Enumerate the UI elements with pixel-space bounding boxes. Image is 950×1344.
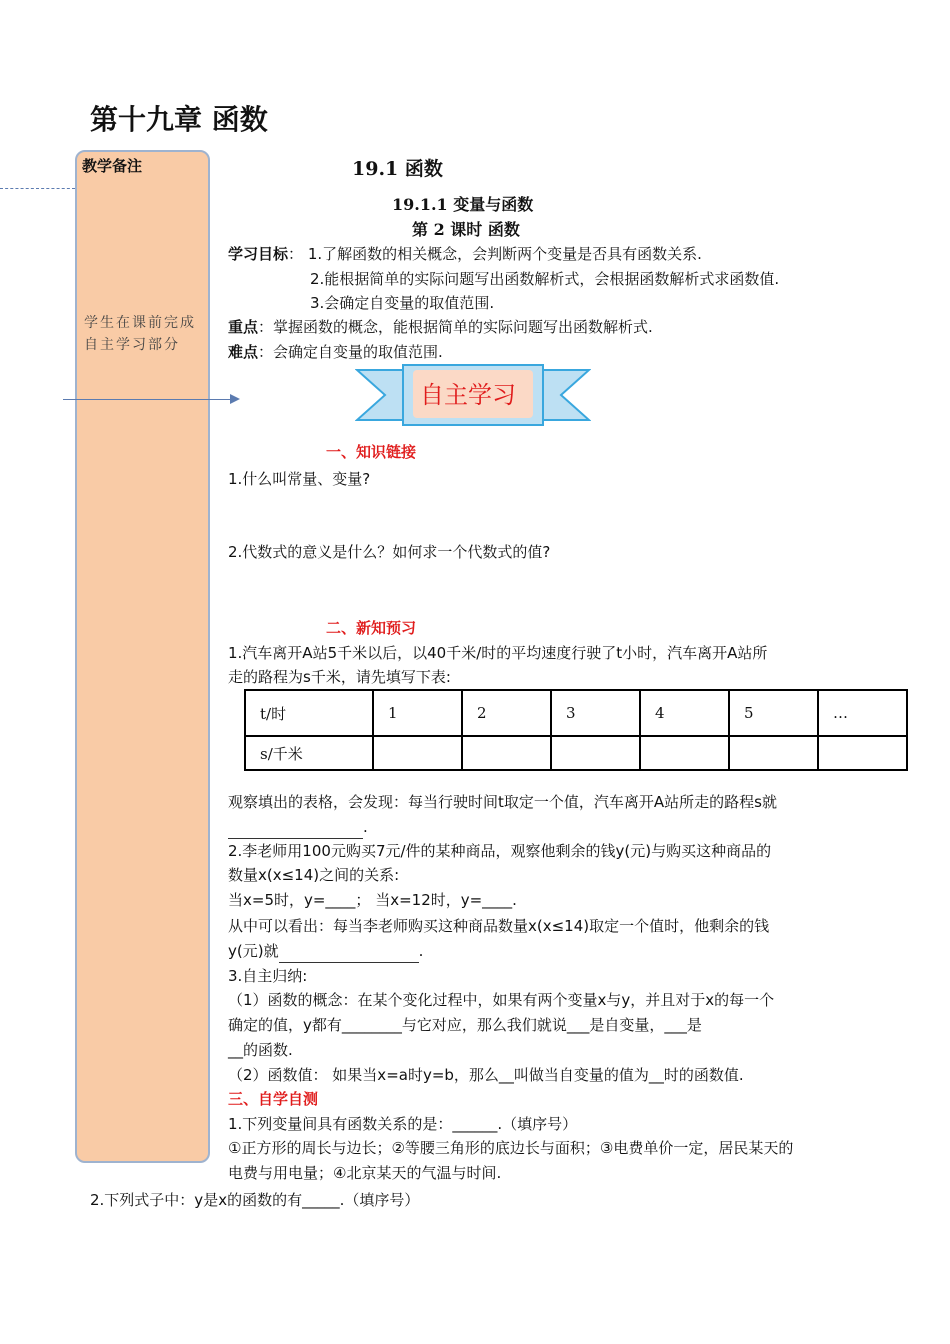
part2-q3-line1: 3.自主归纳: <box>228 967 308 985</box>
subsection-title: 19.1.1 变量与函数 <box>392 195 534 214</box>
key-point-row: 重点：掌握函数的概念，能根据简单的实际问题写出函数解析式. <box>228 318 653 336</box>
key-point-text: 掌握函数的概念，能根据简单的实际问题写出函数解析式. <box>273 318 653 336</box>
arrow-head-icon <box>230 394 240 404</box>
key-point-label: 重点 <box>228 318 259 336</box>
objective-2: 2.能根据简单的实际问题写出函数解析式，会根据函数解析式求函数值. <box>310 270 780 288</box>
difficulty-row: 难点：会确定自变量的取值范围. <box>228 343 443 361</box>
part2-q2-line1: 2.李老师用100元购买7元/件的某种商品，观察他剩余的钱y(元)与购买这种商品的 <box>228 842 772 860</box>
part2-q3-line5: （2）函数值： 如果当x=a时y=b，那么__叫做当自变量的值为__时的函数值. <box>228 1066 744 1084</box>
part2-q3-line4: __的函数. <box>228 1041 293 1059</box>
difficulty-label: 难点 <box>228 343 259 361</box>
table-cell: 3 <box>551 690 640 736</box>
teaching-notes-sidebar <box>75 150 210 1163</box>
sidebar-title: 教学备注 <box>82 157 143 175</box>
arrow-icon <box>63 399 233 400</box>
objectives-row: 学习目标： 1.了解函数的相关概念，会判断两个变量是否具有函数关系. <box>228 245 702 263</box>
banner-text: 自主学习 <box>420 381 516 409</box>
table-cell: 4 <box>640 690 729 736</box>
part2-q3-line2: （1）函数的概念：在某个变化过程中，如果有两个变量x与y，并且对于x的每一个 <box>228 991 775 1009</box>
part3-q1-line1: 1.下列变量间具有函数关系的是：______.（填序号） <box>228 1115 578 1133</box>
observe-answer-row: . <box>228 815 368 839</box>
difficulty-text: 会确定自变量的取值范围. <box>273 343 443 361</box>
table-cell: 2 <box>462 690 551 736</box>
table-cell: s/千米 <box>245 736 373 770</box>
travel-table <box>244 689 908 771</box>
part3-q1-line3: 电费与用电量；④北京某天的气温与时间. <box>228 1164 502 1182</box>
part2-heading: 二、新知预习 <box>326 619 417 637</box>
table-cell-blank[interactable] <box>373 736 462 770</box>
table-cell: 1 <box>373 690 462 736</box>
table-cell-blank[interactable] <box>640 736 729 770</box>
part3-heading: 三、自学自测 <box>228 1090 319 1108</box>
chapter-title: 第十九章 函数 <box>90 103 268 136</box>
dashed-connector <box>0 188 75 189</box>
objective-1: 1.了解函数的相关概念，会判断两个变量是否具有函数关系. <box>307 245 702 263</box>
table-cell-blank[interactable] <box>462 736 551 770</box>
table-cell-blank[interactable] <box>729 736 818 770</box>
objective-3: 3.会确定自变量的取值范围. <box>310 294 495 312</box>
table-row <box>245 736 907 770</box>
part3-q1-line2: ①正方形的周长与边长；②等腰三角形的底边长与面积；③电费单价一定，居民某天的 <box>228 1139 794 1157</box>
part2-q1-line2: 走的路程为s千米，请先填写下表: <box>228 668 451 686</box>
part1-q1: 1.什么叫常量、变量? <box>228 470 371 488</box>
answer-blank[interactable] <box>279 944 419 963</box>
table-cell-blank[interactable] <box>818 736 907 770</box>
observe-line: 观察填出的表格，会发现：每当行驶时间t取定一个值，汽车离开A站所走的路程s就 <box>228 793 777 811</box>
part1-q2: 2.代数式的意义是什么？如何求一个代数式的值? <box>228 543 551 561</box>
table-cell: 5 <box>729 690 818 736</box>
table-cell: t/时 <box>245 690 373 736</box>
part2-q1-line1: 1.汽车离开A站5千米以后，以40千米/时的平均速度行驶了t小时，汽车离开A站所 <box>228 644 768 662</box>
part2-q2-line2: 数量x(x≤14)之间的关系: <box>228 866 400 884</box>
part2-q3-line3: 确定的值，y都有________与它对应，那么我们就说___是自变量，___是 <box>228 1016 702 1034</box>
part2-q2-line3: 当x=5时，y=____； 当x=12时，y=____. <box>228 891 517 909</box>
part3-q2: 2.下列式子中：y是x的函数的有_____.（填序号） <box>90 1191 420 1209</box>
lesson-title: 第 2 课时 函数 <box>412 220 520 239</box>
part2-q2-line5: y(元)就 . <box>228 939 423 963</box>
sidebar-note: 学生在课前完成自主学习部分 <box>84 315 196 353</box>
part2-q2-line4: 从中可以看出：每当李老师购买这种商品数量x(x≤14)取定一个值时，他剩余的钱 <box>228 917 770 935</box>
objectives-label: 学习目标 <box>228 245 289 263</box>
table-row <box>245 690 907 736</box>
part1-heading: 一、知识链接 <box>326 443 417 461</box>
answer-blank[interactable] <box>228 820 363 839</box>
section-title: 19.1 函数 <box>352 158 443 180</box>
table-cell: … <box>818 690 907 736</box>
table-cell-blank[interactable] <box>551 736 640 770</box>
